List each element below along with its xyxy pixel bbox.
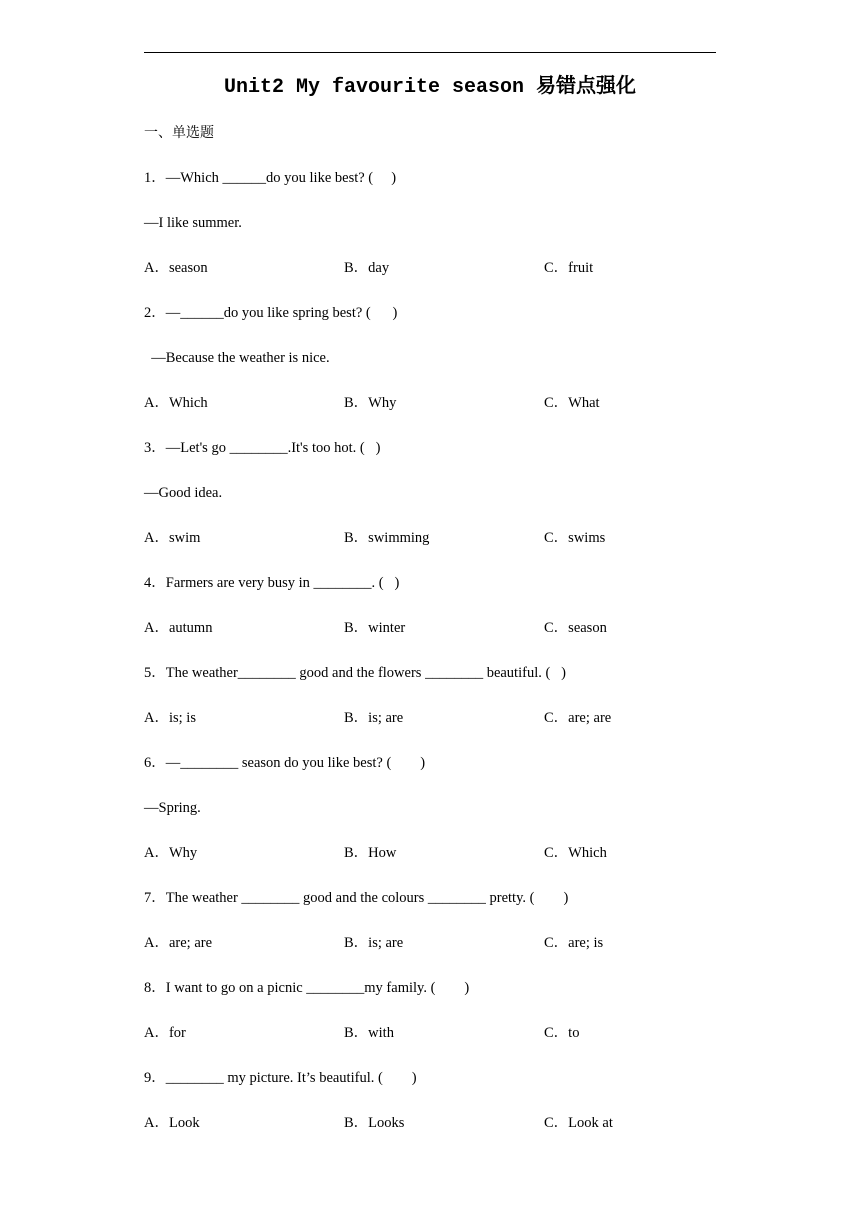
- answer-option: A．are; are: [144, 935, 213, 951]
- answer-option: B．day: [344, 260, 390, 276]
- answer-option: A．for: [144, 1025, 186, 1041]
- answer-option: B．Why: [344, 395, 397, 411]
- question-stem: 8．I want to go on a picnic ________my family. ( ): [144, 980, 470, 996]
- answer-option: B．with: [344, 1025, 394, 1041]
- answer-option: C．Look at: [544, 1115, 613, 1131]
- answer-option: A．Why: [144, 845, 198, 861]
- answer-option: A．Look: [144, 1115, 200, 1131]
- section-heading: 一、单选题: [144, 125, 214, 141]
- question-stem: 3．—Let's go ________.It's too hot. ( ): [144, 440, 381, 456]
- page-title: Unit2 My favourite season 易错点强化: [223, 76, 637, 99]
- question-stem: 4．Farmers are very busy in ________. ( ): [144, 575, 400, 591]
- answer-option: C．to: [544, 1025, 580, 1041]
- question-stem: 5．The weather________ good and the flowers ________ beautiful. ( ): [144, 665, 567, 681]
- answer-option: B．Looks: [344, 1115, 405, 1131]
- question-stem: 6．—________ season do you like best? ( ): [144, 755, 426, 771]
- answer-option: A．is; is: [144, 710, 196, 726]
- question-stem: 1．—Which ______do you like best? ( ): [144, 170, 397, 186]
- answer-option: C．are; is: [544, 935, 604, 951]
- question-stem: 2．—______do you like spring best? ( ): [144, 305, 398, 321]
- question-dialogue-line: —Good idea.: [144, 485, 223, 501]
- answer-option: C．swims: [544, 530, 606, 546]
- question-dialogue-line: —I like summer.: [144, 215, 242, 231]
- answer-option: A．season: [144, 260, 208, 276]
- answer-option: A．Which: [144, 395, 208, 411]
- answer-option: B．How: [344, 845, 397, 861]
- answer-option: A．autumn: [144, 620, 213, 636]
- answer-option: C．fruit: [544, 260, 594, 276]
- question-stem: 7．The weather ________ good and the colours ________ pretty. ( ): [144, 890, 569, 906]
- answer-option: C．What: [544, 395, 600, 411]
- answer-option: B．winter: [344, 620, 406, 636]
- answer-option: B．is; are: [344, 710, 404, 726]
- answer-option: C．are; are: [544, 710, 612, 726]
- question-dialogue-line: —Because the weather is nice.: [144, 350, 330, 366]
- answer-option: B．is; are: [344, 935, 404, 951]
- answer-option: B．swimming: [344, 530, 430, 546]
- answer-option: C．Which: [544, 845, 607, 861]
- header-rule: [144, 52, 716, 53]
- question-stem: 9．________ my picture. It’s beautiful. ( ): [144, 1070, 417, 1086]
- answer-option: A．swim: [144, 530, 201, 546]
- answer-option: C．season: [544, 620, 607, 636]
- question-dialogue-line: —Spring.: [144, 800, 201, 816]
